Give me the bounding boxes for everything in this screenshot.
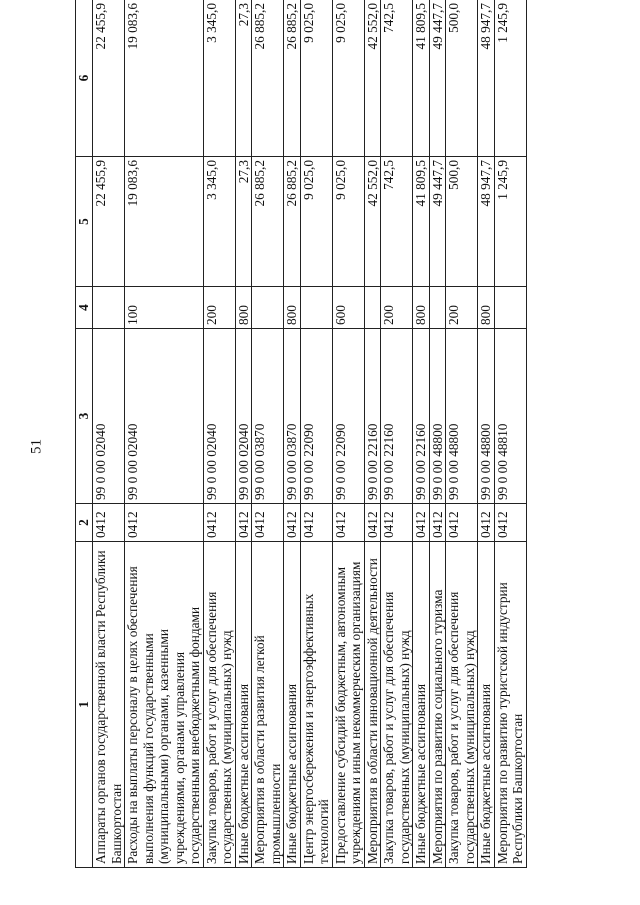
row-expense-type-cell: 800 [478, 287, 495, 329]
row-value-5-cell: 500,0 [446, 157, 478, 287]
row-code-cell: 0412 [494, 504, 526, 542]
row-target-cell: 99 0 00 02040 [235, 329, 252, 504]
row-code-cell: 0412 [300, 504, 332, 542]
row-expense-type-cell [494, 287, 526, 329]
row-name-cell: Иные бюджетные ассигнования [478, 542, 495, 868]
rotated-table-container [75, 0, 603, 868]
row-value-5-cell: 26 885,2 [252, 157, 284, 287]
row-code-cell: 0412 [381, 504, 413, 542]
row-target-cell: 99 0 00 22160 [364, 329, 381, 504]
row-target-cell: 99 0 00 22160 [413, 329, 430, 504]
row-name-cell: Расходы на выплаты персоналу в целях обеспечения выполнения функций государственными (муниципальными) органами, казенными учреждениями, органами управления государственными внебюджетными фондами [125, 542, 204, 868]
row-code-cell: 0412 [203, 504, 235, 542]
table-row [413, 0, 430, 868]
row-code-cell: 0412 [413, 504, 430, 542]
row-expense-type-cell: 600 [332, 287, 364, 329]
row-value-5-cell: 1 245,9 [494, 157, 526, 287]
row-value-6-cell: 1 245,9 [494, 0, 526, 157]
table-row [429, 0, 446, 868]
row-expense-type-cell [93, 287, 125, 329]
row-value-5-cell: 26 885,2 [284, 157, 301, 287]
row-value-5-cell: 49 447,7 [429, 157, 446, 287]
row-name-cell: Иные бюджетные ассигнования [284, 542, 301, 868]
row-expense-type-cell [252, 287, 284, 329]
row-name-cell: Мероприятия в области развития легкой промышленности [252, 542, 284, 868]
table-row [332, 0, 364, 868]
table-row [300, 0, 332, 868]
row-target-cell: 99 0 00 02040 [93, 329, 125, 504]
row-value-6-cell: 3 345,0 [203, 0, 235, 157]
row-value-6-cell: 42 552,0 [364, 0, 381, 157]
row-expense-type-cell: 800 [284, 287, 301, 329]
row-name-cell: Мероприятия по развитию туристской индустрии Республики Башкортостан [494, 542, 526, 868]
row-expense-type-cell: 800 [413, 287, 430, 329]
row-expense-type-cell [364, 287, 381, 329]
row-name-cell: Аппараты органов государственной власти Республики Башкортостан [93, 542, 125, 868]
row-name-cell: Закупка товаров, работ и услуг для обеспечения государственных (муниципальных) нужд [381, 542, 413, 868]
row-value-6-cell: 22 455,9 [93, 0, 125, 157]
row-value-5-cell: 742,5 [381, 157, 413, 287]
row-value-6-cell: 49 447,7 [429, 0, 446, 157]
row-target-cell: 99 0 00 02040 [125, 329, 204, 504]
row-name-cell: Закупка товаров, работ и услуг для обеспечения государственных (муниципальных) нужд [203, 542, 235, 868]
row-target-cell: 99 0 00 22090 [300, 329, 332, 504]
row-value-5-cell: 9 025,0 [332, 157, 364, 287]
row-code-cell: 0412 [332, 504, 364, 542]
row-target-cell: 99 0 00 48800 [429, 329, 446, 504]
row-value-6-cell: 742,5 [381, 0, 413, 157]
row-code-cell: 0412 [478, 504, 495, 542]
page-number: 51 [28, 439, 45, 454]
row-name-cell: Иные бюджетные ассигнования [235, 542, 252, 868]
table-row [446, 0, 478, 868]
table-body [93, 0, 527, 868]
row-code-cell: 0412 [429, 504, 446, 542]
row-code-cell: 0412 [364, 504, 381, 542]
row-expense-type-cell: 800 [235, 287, 252, 329]
row-value-6-cell: 9 025,0 [332, 0, 364, 157]
row-value-5-cell: 27,3 [235, 157, 252, 287]
row-value-5-cell: 22 455,9 [93, 157, 125, 287]
row-expense-type-cell [429, 287, 446, 329]
row-expense-type-cell: 200 [381, 287, 413, 329]
row-name-cell: Мероприятия в области инновационной деятельности [364, 542, 381, 868]
row-value-5-cell: 42 552,0 [364, 157, 381, 287]
table-row [494, 0, 526, 868]
row-code-cell: 0412 [93, 504, 125, 542]
row-value-5-cell: 9 025,0 [300, 157, 332, 287]
row-value-5-cell: 41 809,5 [413, 157, 430, 287]
header-col-5: 5 [76, 157, 93, 287]
row-target-cell: 99 0 00 22090 [332, 329, 364, 504]
header-col-1: 1 [76, 542, 93, 868]
row-target-cell: 99 0 00 03870 [284, 329, 301, 504]
table-row [93, 0, 125, 868]
table-row [252, 0, 284, 868]
row-value-6-cell: 27,3 [235, 0, 252, 157]
table-row [381, 0, 413, 868]
row-value-6-cell: 48 947,7 [478, 0, 495, 157]
row-code-cell: 0412 [284, 504, 301, 542]
budget-table [75, 0, 527, 868]
row-value-5-cell: 19 083,6 [125, 157, 204, 287]
row-value-6-cell: 26 885,2 [252, 0, 284, 157]
row-code-cell: 0412 [125, 504, 204, 542]
row-code-cell: 0412 [252, 504, 284, 542]
row-name-cell: Иные бюджетные ассигнования [413, 542, 430, 868]
row-target-cell: 99 0 00 48810 [494, 329, 526, 504]
row-name-cell: Мероприятия по развитию социального туризма [429, 542, 446, 868]
table-row [235, 0, 252, 868]
row-value-6-cell: 19 083,6 [125, 0, 204, 157]
row-target-cell: 99 0 00 03870 [252, 329, 284, 504]
header-col-3: 3 [76, 329, 93, 504]
row-target-cell: 99 0 00 48800 [446, 329, 478, 504]
header-col-4: 4 [76, 287, 93, 329]
row-code-cell: 0412 [446, 504, 478, 542]
row-target-cell: 99 0 00 48800 [478, 329, 495, 504]
row-target-cell: 99 0 00 22160 [381, 329, 413, 504]
row-expense-type-cell: 200 [203, 287, 235, 329]
row-expense-type-cell: 200 [446, 287, 478, 329]
table-row [284, 0, 301, 868]
row-expense-type-cell [300, 287, 332, 329]
row-value-6-cell: 41 809,5 [413, 0, 430, 157]
row-expense-type-cell: 100 [125, 287, 204, 329]
header-col-6: 6 [76, 0, 93, 157]
header-col-2: 2 [76, 504, 93, 542]
row-name-cell: Закупка товаров, работ и услуг для обеспечения государственных (муниципальных) нужд [446, 542, 478, 868]
row-name-cell: Предоставление субсидий бюджетным, автономным учреждениям и иным некоммерческим организациям [332, 542, 364, 868]
row-value-5-cell: 3 345,0 [203, 157, 235, 287]
row-value-6-cell: 26 885,2 [284, 0, 301, 157]
row-target-cell: 99 0 00 02040 [203, 329, 235, 504]
row-value-6-cell: 500,0 [446, 0, 478, 157]
table-row [125, 0, 204, 868]
table-row [364, 0, 381, 868]
row-value-5-cell: 48 947,7 [478, 157, 495, 287]
table-row [203, 0, 235, 868]
row-name-cell: Центр энергосбережения и энергоэффективных технологий [300, 542, 332, 868]
row-value-6-cell: 9 025,0 [300, 0, 332, 157]
row-code-cell: 0412 [235, 504, 252, 542]
table-row [478, 0, 495, 868]
header-row [76, 0, 93, 868]
